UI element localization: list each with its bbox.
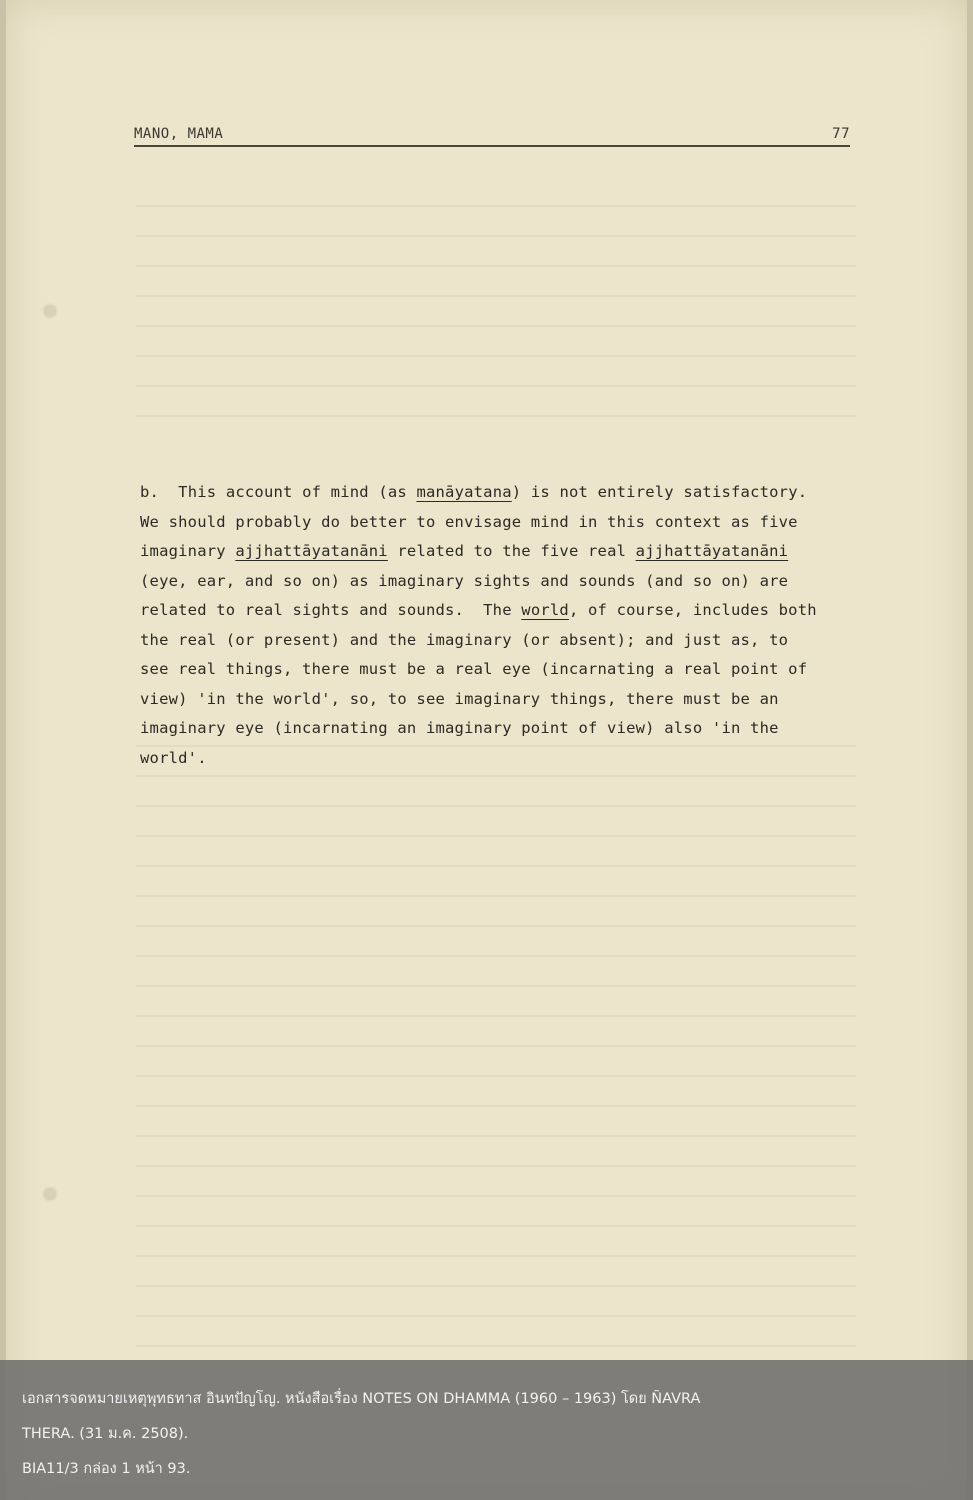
text-line: We should probably do better to envisage mind in this context as five bbox=[140, 512, 798, 531]
text-line: imaginary ajjhattāyatanāni related to the five real ajjhattāyatanāni bbox=[140, 542, 789, 560]
header-title: MANO, MAMA bbox=[134, 126, 224, 142]
page-number: 77 bbox=[832, 126, 850, 142]
punch-hole bbox=[44, 305, 56, 317]
running-header bbox=[134, 126, 850, 142]
text-line: related to real sights and sounds. The world, of course, includes both bbox=[140, 601, 817, 619]
pali-term: ajjhattāyatanāni bbox=[235, 542, 388, 560]
header-rule bbox=[134, 145, 850, 147]
text-line: (eye, ear, and so on) as imaginary sights and sounds (and so on) are bbox=[140, 571, 789, 590]
section-b-paragraph bbox=[140, 478, 870, 773]
text-line: view) 'in the world', so, to see imaginary things, there must be an bbox=[140, 689, 779, 708]
text-line: the real (or present) and the imaginary (or absent); and just as, to bbox=[140, 630, 789, 649]
bleed-through-text bbox=[136, 205, 856, 435]
underlined-term: world bbox=[521, 601, 569, 619]
bleed-through-text-lower bbox=[136, 745, 856, 1355]
text-line: b. This account of mind (as manāyatana) is not entirely satisfactory. bbox=[140, 483, 808, 501]
section-marker: b. bbox=[140, 483, 160, 501]
pali-term: ajjhattāyatanāni bbox=[635, 542, 789, 560]
caption-line: เอกสารจดหมายเหตุพุทธทาส อินทปัญโญ. หนังสือเรื่อง NOTES ON DHAMMA (1960 – 1963) โดย ÑAVRA bbox=[22, 1391, 701, 1407]
caption-line: BIA11/3 กล่อง 1 หน้า 93. bbox=[22, 1461, 191, 1477]
caption-line: THERA. (31 ม.ค. 2508). bbox=[22, 1426, 189, 1442]
text-line: world'. bbox=[140, 748, 207, 767]
text-line: imaginary eye (incarnating an imaginary point of view) also 'in the bbox=[140, 719, 779, 737]
pali-term: manāyatana bbox=[416, 483, 512, 501]
archive-caption-bar bbox=[0, 1360, 973, 1500]
text-line: see real things, there must be a real eye (incarnating a real point of bbox=[140, 660, 808, 678]
punch-hole bbox=[44, 1188, 56, 1200]
